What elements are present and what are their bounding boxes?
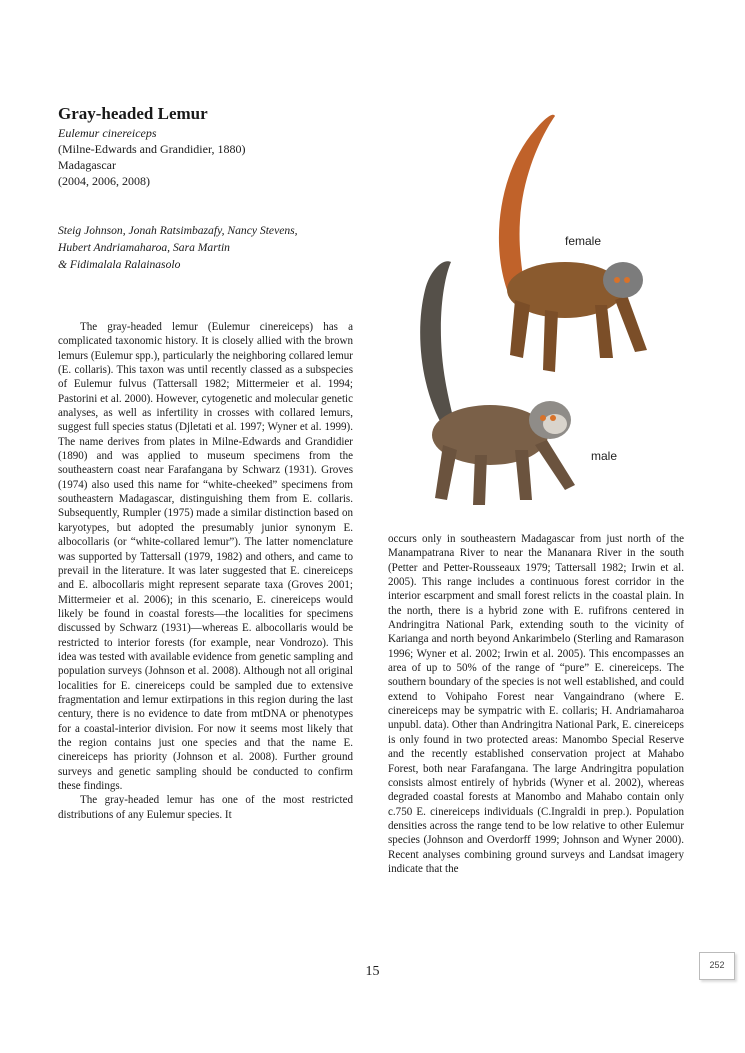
male-leg	[435, 445, 457, 500]
lemur-illustration	[395, 90, 670, 510]
male-leg	[473, 455, 487, 505]
female-label: female	[565, 234, 602, 248]
species-meta	[58, 125, 245, 189]
female-eye	[614, 277, 620, 283]
author-line: Hubert Andriamaharoa, Sara Martin	[58, 241, 230, 254]
male-eye	[540, 415, 546, 421]
paragraph: The gray-headed lemur has one of the most restricted distributions of any Eulemur species. It	[58, 794, 353, 821]
scientific-name: Eulemur cinereiceps	[58, 126, 157, 140]
female-leg	[510, 300, 530, 358]
female-head	[603, 262, 643, 298]
page-title: Gray-headed Lemur	[58, 104, 208, 123]
region: Madagascar	[58, 158, 116, 172]
male-label: male	[591, 449, 618, 463]
female-leg	[543, 310, 558, 372]
author-list	[58, 222, 358, 273]
female-leg	[595, 305, 613, 358]
assessment-years: (2004, 2006, 2008)	[58, 174, 150, 188]
left-column	[58, 320, 353, 822]
paragraph: The gray-headed lemur (Eulemur cinereiceps) has a complicated taxonomic history. It is closely allied with the brown lemurs (Eulemur spp.), particularly the neighboring collared lemur (E. collaris). This taxon was until recently classed as a subspecies of Eulemur fulvus (Tattersall 1982; Mittermeier et al. 1994; Pastorini et al. 2000). However, cytogenetic and molecular genetic analyses, as well as infertility in crosses with collared lemurs, suggest full species status (Djletati et al. 1997; Wyner et al. 1999). The name derives from plates in Milne-Edwards and Grandidier (1890) and was applied to museum specimens from the southeastern coast near Farafangana by Schwarz (1931). Groves (1974) also used this name for “white-cheeked” specimens from southeastern Madagascar, distinguishing them from E. collaris. Subsequently, Rumpler (1975) made a similar distinction based on karyotypes, but adopted the presumably junior synonym E. albocollaris (or “white-collared lemur”). The latter nomenclature was supported by Tattersall (1979, 1982) and others, and came to prevail in the literature. It was later suggested that E. cinereiceps and E. albocollaris might represent separate taxa (Groves 2001; Mittermeier et al. 2006); in this scenario, E. cinereiceps would likely be found in coastal forests—the localities for specimens discussed by Schwarz (1931)—whereas E. albocollaris would be restricted to interior forests (for example, near Vondrozo). This idea was tested with available evidence from genetic sampling and population surveys (Johnson et al. 2008). Although not all original localities for E. cinereiceps could be sampled due to extensive fragmentation and lemur extirpations in this region during the last century, there is no evidence to date from mtDNA or phenotypes for a coastal-interior division. For now it seems most likely that the region contains just one species and that the name E. cinereiceps has priority (Johnson et al. 2008). Further ground surveys and genetic sampling should be conducted to confirm these findings.	[58, 321, 353, 792]
male-leg	[535, 440, 575, 490]
male-tail	[420, 261, 457, 430]
lemur-drawing	[395, 90, 670, 510]
authority: (Milne-Edwards and Grandidier, 1880)	[58, 142, 246, 156]
page-number: 15	[365, 964, 380, 979]
paragraph: occurs only in southeastern Madagascar from just north of the Manampatrana River to near the Mananara River in the south (Petter and Petter-Rousseaux 1979; Tattersall 1982; Irwin et al. 2005). This range includes a continuous forest corridor in the interior escarpment and small forest relicts in the coastal plain. In the north, there is a hybrid zone with E. rufifrons centered in Andringitra National Park, extending south to the vicinity of Karianga and north beyond Ankarimbelo (Sterling and Ramarason 1996; Wyner et al. 2002; Irwin et al. 2005). This encompasses an area of up to 50% of the range of “pure” E. cinereiceps. The southern boundary of the species is not well established, and could extend to Vohipaho Forest near Vangaindrano (where E. cinereiceps may be sympatric with E. collaris; H. Andriamaharoa unpubl. data). Other than Andringitra National Park, E. cinereiceps is only found in two protected areas: Manombo Special Reserve and the recently established conservation project at Mahabo Forest, both near Farafangana. The large Andringitra population consists almost entirely of hybrids (Wyner et al. 2002), whereas degraded coastal forests at Manombo and Mahabo contain only c.750 E. cinereiceps individuals (C.Ingraldi in prep.). Population densities across the range tend to be low relative to other Eulemur species (Johnson and Overdorff 1999; Johnson and Wyner 2000). Recent analyses combining ground surveys and Landsat imagery indicate that the	[388, 533, 684, 875]
right-column	[388, 532, 684, 876]
page-stamp: 252	[699, 952, 735, 980]
author-line: & Fidimalala Ralainasolo	[58, 258, 181, 271]
male-eye	[550, 415, 556, 421]
author-line: Steig Johnson, Jonah Ratsimbazafy, Nancy Stevens,	[58, 224, 298, 237]
female-leg	[615, 295, 647, 352]
male-leg	[515, 450, 532, 500]
female-eye	[624, 277, 630, 283]
